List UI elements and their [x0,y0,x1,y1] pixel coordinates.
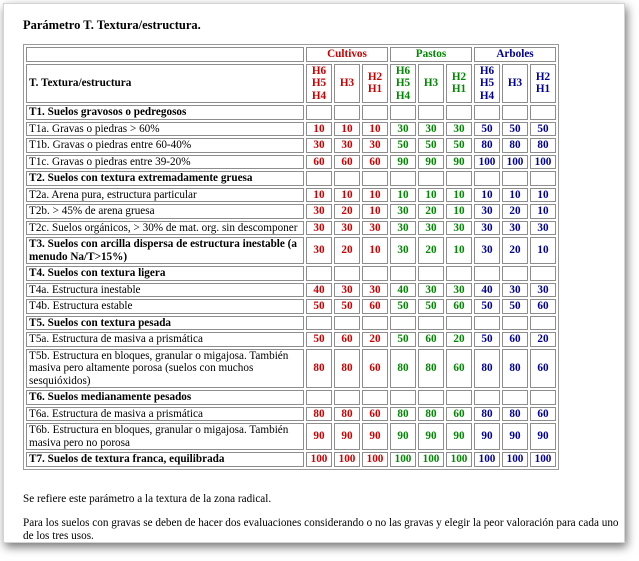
value-cell [334,105,360,120]
item-row [26,122,556,137]
value-cell: 80 [502,349,528,389]
value-cell: 50 [306,299,332,314]
value-cell [418,390,444,405]
value-cell [446,266,472,281]
value-cell [418,171,444,186]
horizon-label: H1 [367,83,383,96]
horizon-label: H5 [479,77,495,89]
value-cell [362,105,388,120]
horizon-label: H3 [339,77,355,89]
value-cell: 30 [474,204,500,219]
value-cell: 30 [530,221,556,236]
value-cell: 100 [530,155,556,170]
value-cell: 30 [306,138,332,153]
value-cell: 100 [502,452,528,467]
item-label: T1b. Gravas o piedras entre 60-40% [26,138,304,153]
value-cell [390,266,416,281]
value-cell [530,390,556,405]
column-header-textura: T. Textura/estructura [26,64,304,104]
horizon-label: H4 [395,89,411,102]
category-row [26,237,556,264]
item-row [26,155,556,170]
value-cell [418,105,444,120]
horizon-label: H3 [423,77,439,89]
value-cell: 60 [334,155,360,170]
value-cell: 50 [390,332,416,347]
value-cell: 100 [446,452,472,467]
value-cell [446,171,472,186]
horizon-label: H4 [311,89,327,102]
item-label: T6b. Estructura en bloques, granular o migajosa. También masiva pero no porosa [26,423,304,450]
value-cell: 30 [390,122,416,137]
item-label: T4b. Estructura estable [26,299,304,314]
value-cell: 10 [306,188,332,203]
item-row [26,423,556,450]
value-cell [474,171,500,186]
value-cell: 50 [390,138,416,153]
horizon-label: H5 [311,77,327,89]
document-frame [3,3,625,543]
value-cell [334,171,360,186]
value-cell: 30 [306,237,332,264]
value-cell: 100 [334,452,360,467]
value-cell: 20 [334,204,360,219]
value-cell: 80 [474,349,500,389]
value-cell: 50 [334,299,360,314]
value-cell: 20 [446,332,472,347]
item-row [26,283,556,298]
value-cell [306,105,332,120]
value-cell: 50 [474,332,500,347]
category-label: T2. Suelos con textura extremadamente gruesa [26,171,304,186]
horizon-header [474,64,500,104]
value-cell: 30 [362,221,388,236]
value-cell [362,171,388,186]
value-cell: 100 [530,452,556,467]
group-header-arboles: Arboles [474,47,556,62]
item-label: T2c. Suelos orgánicos, > 30% de mat. org. sin descomponer [26,221,304,236]
value-cell: 90 [306,423,332,450]
value-cell: 90 [446,155,472,170]
category-label: T3. Suelos con arcilla dispersa de estructura inestable (a menudo Na/T>15%) [26,237,304,264]
horizon-header [390,64,416,104]
value-cell: 10 [502,188,528,203]
value-cell [418,316,444,331]
value-cell [334,390,360,405]
value-cell [502,316,528,331]
value-cell: 10 [306,122,332,137]
value-cell: 60 [530,349,556,389]
value-cell: 80 [306,349,332,389]
value-cell: 30 [418,221,444,236]
value-cell: 60 [362,299,388,314]
category-row [26,316,556,331]
value-cell: 80 [390,349,416,389]
value-cell: 10 [362,237,388,264]
item-label: T2b. > 45% de arena gruesa [26,204,304,219]
value-cell: 10 [362,188,388,203]
value-cell: 100 [306,452,332,467]
value-cell: 50 [502,122,528,137]
value-cell: 80 [390,407,416,422]
value-cell: 80 [306,407,332,422]
value-cell [306,316,332,331]
value-cell [418,266,444,281]
horizon-label: H4 [479,89,495,102]
value-cell [502,266,528,281]
value-cell: 10 [530,237,556,264]
value-cell [474,266,500,281]
horizon-header [306,64,332,104]
value-cell [390,316,416,331]
value-cell: 40 [306,283,332,298]
value-cell [530,316,556,331]
value-cell: 30 [446,221,472,236]
value-cell: 50 [474,122,500,137]
value-cell [362,390,388,405]
value-cell [446,316,472,331]
value-cell: 80 [334,349,360,389]
value-cell: 30 [418,283,444,298]
value-cell: 10 [446,204,472,219]
value-cell: 50 [418,299,444,314]
horizon-header [502,64,528,104]
texture-table [23,44,559,470]
value-cell: 90 [418,155,444,170]
value-cell [390,390,416,405]
horizon-label: H1 [535,83,551,96]
value-cell: 10 [530,188,556,203]
category-label: T5. Suelos con textura pesada [26,316,304,331]
value-cell [502,105,528,120]
value-cell [390,171,416,186]
value-cell: 30 [502,283,528,298]
value-cell: 30 [306,221,332,236]
value-cell: 30 [390,204,416,219]
value-cell: 60 [530,299,556,314]
horizon-header [418,64,444,104]
value-cell: 50 [502,299,528,314]
value-cell [390,105,416,120]
value-cell [530,266,556,281]
value-cell: 10 [362,122,388,137]
notes [23,493,623,554]
horizon-label: H6 [479,64,495,77]
value-cell: 30 [446,283,472,298]
value-cell: 80 [334,407,360,422]
value-cell: 30 [446,122,472,137]
value-cell [306,390,332,405]
item-label: T2a. Arena pura, estructura particular [26,188,304,203]
value-cell: 90 [362,423,388,450]
value-cell: 50 [418,138,444,153]
value-cell: 30 [362,138,388,153]
value-cell: 80 [474,407,500,422]
horizon-label: H6 [311,64,327,77]
value-cell: 10 [446,188,472,203]
value-cell: 80 [474,138,500,153]
value-cell: 80 [418,349,444,389]
page-title: Parámetro T. Textura/estructura. [23,18,201,32]
value-cell: 60 [446,407,472,422]
value-cell: 30 [306,204,332,219]
value-cell: 10 [446,237,472,264]
value-cell: 40 [390,283,416,298]
value-cell [474,390,500,405]
value-cell: 10 [474,188,500,203]
value-cell: 30 [334,221,360,236]
item-label: T1c. Gravas o piedras entre 39-20% [26,155,304,170]
value-cell [362,266,388,281]
value-cell: 60 [362,155,388,170]
value-cell: 30 [474,237,500,264]
value-cell: 90 [418,423,444,450]
horizon-label: H2 [367,70,383,83]
value-cell [334,316,360,331]
horizon-header [334,64,360,104]
note-gravel-evaluation: Para los suelos con gravas se deben de hacer dos evaluaciones considerando o no las gravas y elegir la peor valoración para cada uno de los tres usos. [23,517,619,542]
value-cell: 30 [362,283,388,298]
value-cell: 80 [530,138,556,153]
category-label: T7. Suelos de textura franca, equilibrada [26,452,304,467]
value-cell: 10 [418,188,444,203]
item-row [26,138,556,153]
value-cell [474,316,500,331]
item-row [26,188,556,203]
category-row [26,390,556,405]
horizon-label: H2 [535,70,551,83]
value-cell: 100 [418,452,444,467]
value-cell: 30 [390,237,416,264]
value-cell: 20 [530,332,556,347]
value-cell: 60 [502,332,528,347]
value-cell: 30 [502,221,528,236]
value-cell: 10 [390,188,416,203]
value-cell: 20 [418,237,444,264]
value-cell [362,316,388,331]
value-cell [306,171,332,186]
value-cell: 60 [446,349,472,389]
category-label: T4. Suelos con textura ligera [26,266,304,281]
value-cell: 50 [390,299,416,314]
value-cell: 50 [530,122,556,137]
value-cell: 90 [446,423,472,450]
value-cell: 20 [502,237,528,264]
value-cell: 60 [306,155,332,170]
value-cell: 30 [334,283,360,298]
header-blank [26,47,304,62]
value-cell: 90 [502,423,528,450]
horizon-label: H6 [395,64,411,77]
category-row [26,171,556,186]
value-cell: 30 [390,221,416,236]
item-row [26,299,556,314]
item-label: T6a. Estructura de masiva a prismática [26,407,304,422]
horizon-label: H1 [451,83,467,96]
value-cell: 50 [306,332,332,347]
value-cell: 20 [362,332,388,347]
group-header-pastos: Pastos [390,47,472,62]
value-cell: 100 [502,155,528,170]
value-cell: 30 [418,122,444,137]
value-cell: 10 [530,204,556,219]
value-cell: 50 [474,299,500,314]
value-cell [446,105,472,120]
value-cell: 80 [502,407,528,422]
value-cell: 20 [418,204,444,219]
category-row [26,452,556,467]
value-cell [334,266,360,281]
item-row [26,332,556,347]
value-cell: 80 [418,407,444,422]
value-cell: 30 [474,221,500,236]
category-label: T1. Suelos gravosos o pedregosos [26,105,304,120]
value-cell: 90 [390,155,416,170]
item-label: T5a. Estructura de masiva a prismática [26,332,304,347]
horizon-label: H3 [507,77,523,89]
value-cell: 100 [362,452,388,467]
horizon-header [362,64,388,104]
value-cell: 20 [502,204,528,219]
value-cell: 30 [334,138,360,153]
item-row [26,349,556,389]
header-row-groups [26,47,556,62]
horizon-label: H2 [451,70,467,83]
value-cell: 10 [334,122,360,137]
value-cell: 50 [446,138,472,153]
value-cell: 60 [530,407,556,422]
value-cell: 60 [446,299,472,314]
value-cell: 60 [334,332,360,347]
category-row [26,105,556,120]
value-cell: 100 [474,155,500,170]
value-cell: 90 [530,423,556,450]
value-cell [474,105,500,120]
value-cell: 20 [334,237,360,264]
item-label: T1a. Gravas o piedras > 60% [26,122,304,137]
horizon-header [446,64,472,104]
group-header-cultivos: Cultivos [306,47,388,62]
item-row [26,221,556,236]
value-cell [530,105,556,120]
value-cell [530,171,556,186]
item-row [26,204,556,219]
value-cell: 30 [530,283,556,298]
value-cell [502,390,528,405]
value-cell: 100 [474,452,500,467]
category-row [26,266,556,281]
value-cell [446,390,472,405]
value-cell [502,171,528,186]
value-cell [306,266,332,281]
horizon-header [530,64,556,104]
item-label: T4a. Estructura inestable [26,283,304,298]
value-cell: 10 [334,188,360,203]
value-cell: 90 [334,423,360,450]
item-label: T5b. Estructura en bloques, granular o migajosa. También masiva pero altamente porosa (suelos con muchos sesquióxidos) [26,349,304,389]
value-cell: 80 [502,138,528,153]
value-cell: 90 [390,423,416,450]
value-cell: 40 [474,283,500,298]
value-cell: 60 [362,349,388,389]
item-row [26,407,556,422]
category-label: T6. Suelos medianamente pesados [26,390,304,405]
value-cell: 90 [474,423,500,450]
value-cell: 60 [362,407,388,422]
value-cell: 60 [418,332,444,347]
horizon-label: H5 [395,77,411,89]
value-cell: 10 [362,204,388,219]
note-radical-zone: Se refiere este parámetro a la textura de la zona radical. [23,493,272,505]
value-cell: 100 [390,452,416,467]
header-row-horizons [26,64,556,104]
